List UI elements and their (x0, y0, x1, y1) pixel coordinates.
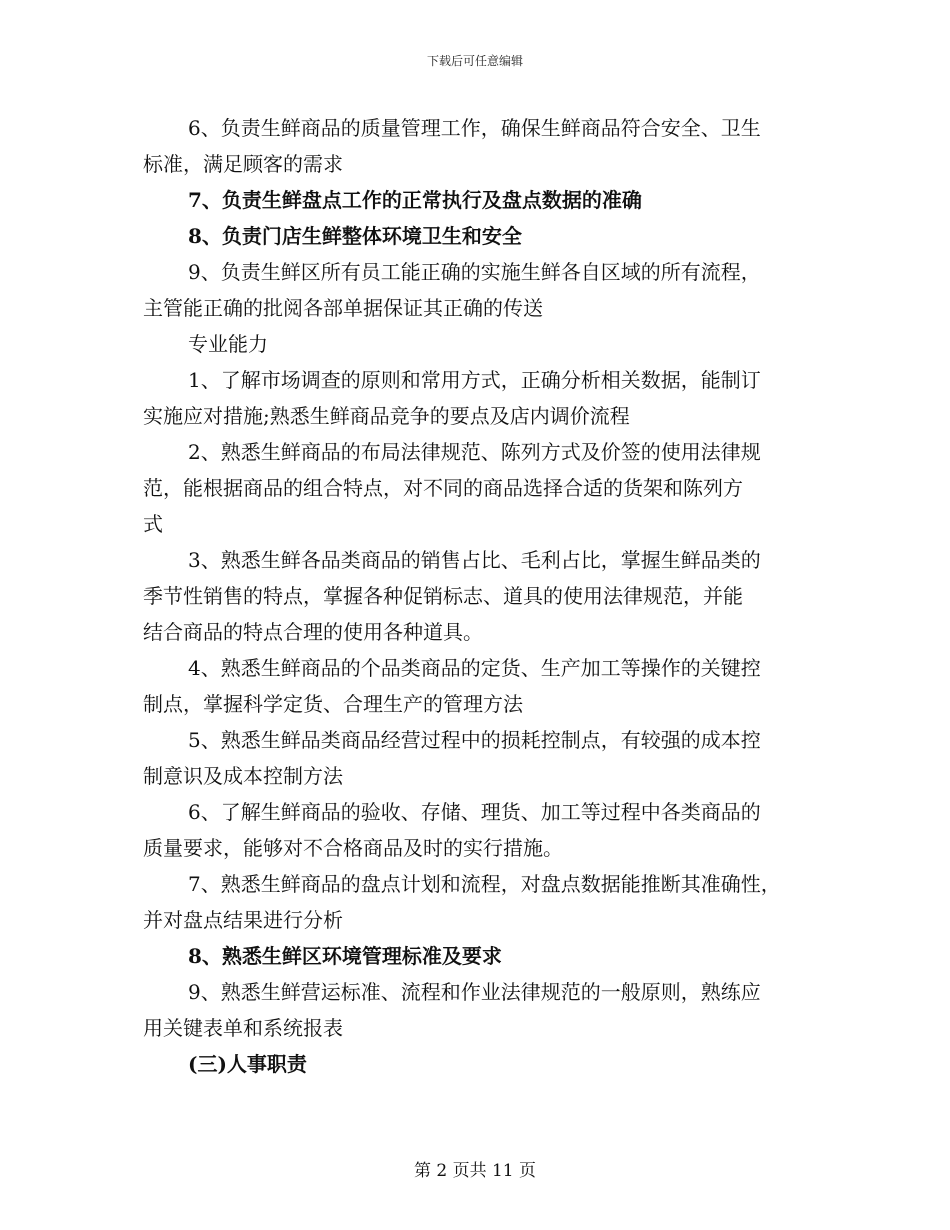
text-line: 制意识及成本控制方法 (143, 764, 343, 788)
text-line: 专业能力 (188, 332, 268, 356)
paragraph-ability-4 (143, 650, 818, 722)
text-line: 3、熟悉生鲜各品类商品的销售占比、毛利占比，掌握生鲜品类的 (188, 548, 761, 572)
paragraph-ability-3 (143, 542, 818, 650)
text-line: 7、熟悉生鲜商品的盘点计划和流程，对盘点数据能推断其准确性， (188, 872, 781, 896)
text-line: 6、了解生鲜商品的验收、存储、理货、加工等过程中各类商品的 (188, 800, 761, 824)
text-line: 1、了解市场调查的原则和常用方式，正确分析相关数据，能制订 (188, 368, 761, 392)
paragraph-ability-6 (143, 794, 818, 866)
paragraph-duty-9 (143, 254, 818, 326)
text-line: 主管能正确的批阅各部单据保证其正确的传送 (143, 296, 543, 320)
text-line: 季节性销售的特点，掌握各种促销标志、道具的使用法律规范，并能 (143, 584, 743, 608)
text-line: 5、熟悉生鲜品类商品经营过程中的损耗控制点，有较强的成本控 (188, 728, 761, 752)
text-line: 4、熟悉生鲜商品的个品类商品的定货、生产加工等操作的关键控 (188, 656, 761, 680)
paragraph-ability-5 (143, 722, 818, 794)
text-line: 9、熟悉生鲜营运标准、流程和作业法律规范的一般原则，熟练应 (188, 980, 761, 1004)
text-line: 范，能根据商品的组合特点，对不同的商品选择合适的货架和陈列方 (143, 476, 743, 500)
text-line: 8、熟悉生鲜区环境管理标准及要求 (188, 944, 502, 968)
text-line: 标准，满足顾客的需求 (143, 152, 343, 176)
paragraph-ability-9 (143, 974, 818, 1046)
paragraph-duty-8 (143, 218, 818, 254)
section-heading-professional-ability (143, 326, 818, 362)
text-line: 实施应对措施;熟悉生鲜商品竞争的要点及店内调价流程 (143, 404, 630, 428)
text-line: (三)人事职责 (188, 1052, 307, 1076)
paragraph-duty-7 (143, 182, 818, 218)
paragraph-ability-1 (143, 362, 818, 434)
text-line: 用关键表单和系统报表 (143, 1016, 343, 1040)
text-line: 8、负责门店生鲜整体环境卫生和安全 (188, 224, 522, 248)
text-line: 式 (143, 512, 163, 536)
text-line: 9、负责生鲜区所有员工能正确的实施生鲜各自区域的所有流程， (188, 260, 761, 284)
page-footer: 第 2 页共 11 页 (413, 1161, 537, 1181)
text-line: 制点，掌握科学定货、合理生产的管理方法 (143, 692, 523, 716)
text-line: 并对盘点结果进行分析 (143, 908, 343, 932)
document-body (143, 110, 818, 1082)
paragraph-ability-7 (143, 866, 818, 938)
text-line: 7、负责生鲜盘点工作的正常执行及盘点数据的准确 (188, 188, 642, 212)
section-heading-personnel-duties (143, 1046, 818, 1082)
text-line: 质量要求，能够对不合格商品及时的实行措施。 (143, 836, 563, 860)
text-line: 结合商品的特点合理的使用各种道具。 (143, 620, 483, 644)
paragraph-ability-2 (143, 434, 818, 542)
paragraph-ability-8 (143, 938, 818, 974)
page-header: 下载后可任意编辑 (426, 54, 523, 68)
paragraph-duty-6 (143, 110, 818, 182)
text-line: 2、熟悉生鲜商品的布局法律规范、陈列方式及价签的使用法律规 (188, 440, 761, 464)
text-line: 6、负责生鲜商品的质量管理工作，确保生鲜商品符合安全、卫生 (188, 116, 761, 140)
